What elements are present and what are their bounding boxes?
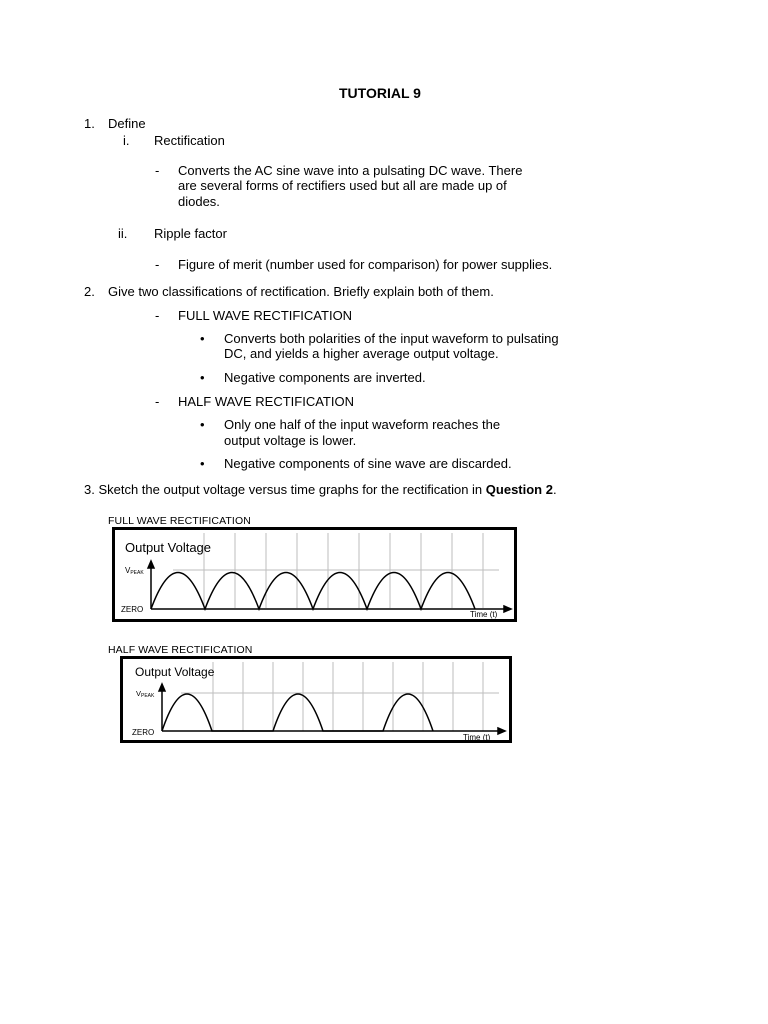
q2-full-dash: -	[155, 308, 160, 323]
q2-full-bullet-line: Negative components are inverted.	[224, 370, 426, 385]
q2-half-bullet-line: Only one half of the input waveform reaches the	[224, 417, 501, 432]
q2-half-bullet-line: Negative components of sine wave are discarded.	[224, 456, 512, 471]
full-wave-grid	[173, 533, 499, 608]
half-wave-graph	[120, 656, 512, 743]
full-wave-svg	[115, 530, 514, 619]
half-wave-caption: HALF WAVE RECTIFICATION	[108, 644, 253, 656]
q2-half-bullet-line: output voltage is lower.	[224, 433, 357, 448]
full-wave-caption: FULL WAVE RECTIFICATION	[108, 515, 251, 527]
half-wave-svg	[123, 659, 509, 740]
q1-number: 1.	[84, 116, 95, 131]
q2-half-heading: HALF WAVE RECTIFICATION	[178, 394, 354, 409]
page-title: TUTORIAL 9	[339, 85, 421, 101]
bullet-icon: •	[200, 417, 205, 432]
q2-full-heading: FULL WAVE RECTIFICATION	[178, 308, 353, 323]
full-wave-title: Output Voltage	[125, 540, 212, 555]
q2-full-bullet-line: DC, and yields a higher average output voltage.	[224, 346, 499, 361]
q1-item-ii-term: Ripple factor	[154, 226, 227, 241]
half-wave-title: Output Voltage	[135, 665, 215, 679]
q1-text: Define	[108, 116, 146, 131]
full-wave-axes	[148, 561, 511, 612]
half-wave-x-label: Time (t)	[463, 733, 491, 740]
q1-item-ii-numeral: ii.	[118, 226, 128, 241]
q2-number: 2.	[84, 284, 95, 299]
q1-item-i-numeral: i.	[123, 133, 130, 148]
zero-label: ZERO	[121, 605, 144, 614]
bullet-icon: •	[200, 370, 205, 385]
q1-item-i-line: Converts the AC sine wave into a pulsating DC wave. There	[178, 163, 523, 178]
q1-item-ii-line: Figure of merit (number used for comparison) for power supplies.	[178, 257, 553, 272]
vpeak-label: VPEAK	[125, 566, 144, 576]
q1-item-i-line: diodes.	[178, 194, 220, 209]
q2-text: Give two classifications of rectification. Briefly explain both of them.	[108, 284, 494, 299]
bullet-icon: •	[200, 456, 205, 471]
q1-item-i-line: are several forms of rectifiers used but all are made up of	[178, 178, 507, 193]
full-wave-x-label: Time (t)	[470, 610, 498, 619]
half-wave-curve	[162, 694, 433, 731]
full-wave-curve	[151, 573, 475, 610]
q1-item-i-term: Rectification	[154, 133, 225, 148]
bullet-icon: •	[200, 331, 205, 346]
q3-text: 3. Sketch the output voltage versus time graphs for the rectification in Question 2.	[84, 482, 557, 497]
vpeak-label: VPEAK	[136, 689, 155, 699]
q2-half-dash: -	[155, 394, 160, 409]
q1-item-ii-dash: -	[155, 257, 160, 272]
q3-question-ref: Question 2	[485, 482, 553, 497]
q2-full-bullet-line: Converts both polarities of the input waveform to pulsating	[224, 331, 559, 346]
half-wave-grid	[181, 662, 499, 731]
full-wave-graph	[112, 527, 517, 622]
q1-item-i-dash: -	[155, 163, 160, 178]
zero-label: ZERO	[132, 728, 155, 737]
